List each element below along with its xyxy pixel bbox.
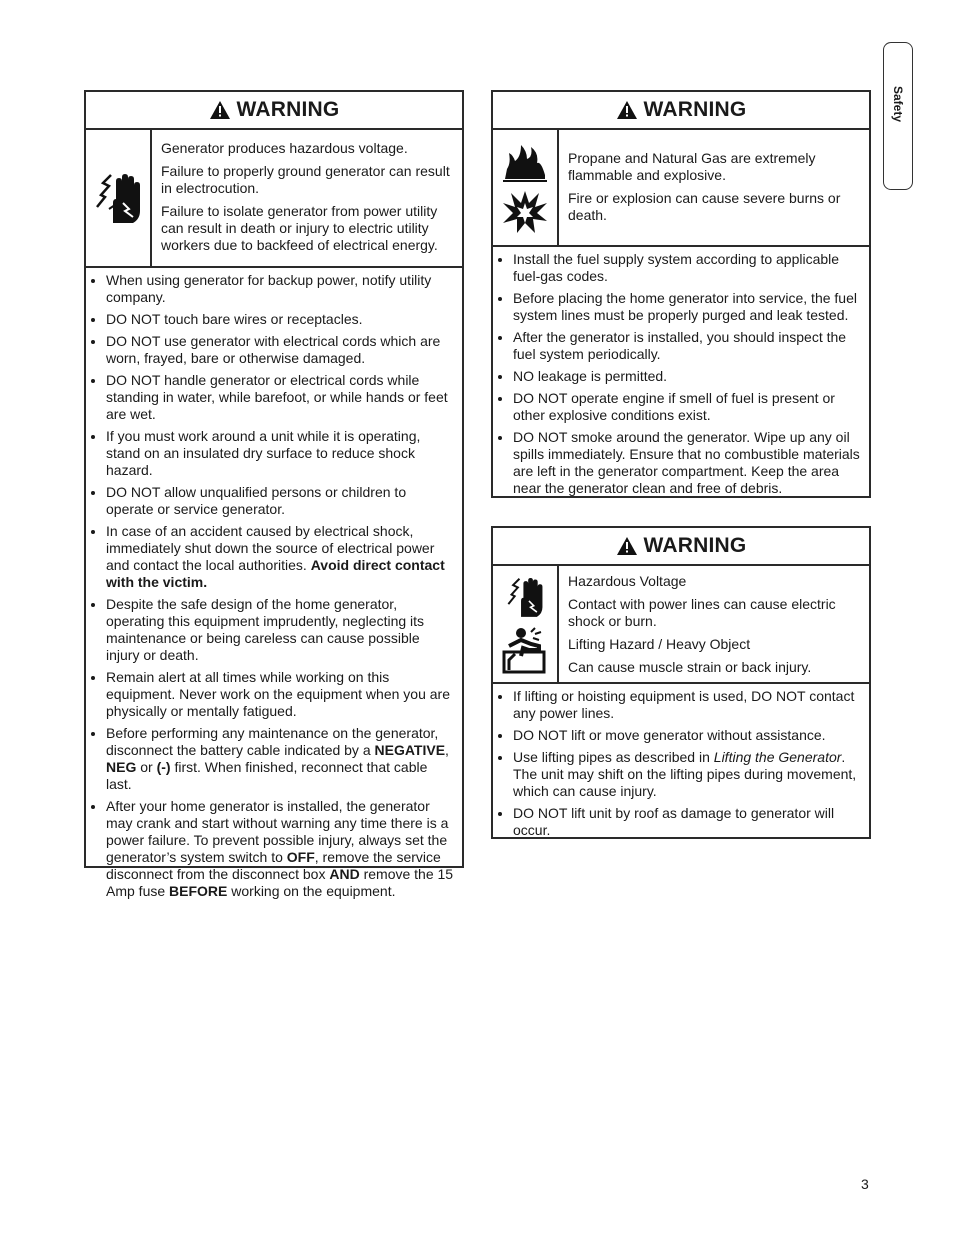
section-tab-safety — [883, 42, 913, 190]
hazard-description — [559, 566, 869, 682]
hazard-line: Hazardous Voltage — [568, 573, 687, 589]
warning-header — [493, 92, 869, 130]
list-item-text: , — [445, 742, 449, 758]
list-item: • DO NOT lift or move generator without assistance. — [513, 727, 863, 744]
list-item-text: , remove the service disconnect from the disconnect box — [106, 849, 441, 882]
list-item: • DO NOT use generator with electrical cords which are worn, frayed, bare or otherwise damaged. — [106, 333, 456, 367]
warning-instructions-list — [86, 268, 462, 904]
list-item — [106, 725, 456, 793]
warning-header — [86, 92, 462, 130]
list-item: • If you must work around a unit while it is operating, stand on an insulated dry surface to reduce shock hazard. — [106, 428, 456, 479]
list-item-emphasis: BEFORE — [169, 883, 228, 899]
warning-instructions-list — [493, 684, 869, 843]
list-item-text: After your home generator is installed, the generator may crank and start without warning any time there is a power failure. To prevent possible injury, always set the generator’s system switch to — [106, 798, 449, 865]
page-number: 3 — [861, 1176, 869, 1192]
list-item: • DO NOT operate engine if smell of fuel is present or other explosive conditions exist. — [513, 390, 863, 424]
warning-title: WARNING — [643, 98, 747, 121]
hazard-icon-cell — [86, 130, 152, 266]
list-item-emphasis: OFF — [286, 849, 315, 865]
list-item: • DO NOT touch bare wires or receptacles. — [106, 311, 456, 328]
warning-instructions-list — [493, 247, 869, 501]
list-item — [106, 798, 456, 900]
electrical-shock-hand-icon — [505, 574, 545, 620]
list-item-text: first. When finished, reconnect that cable last. — [106, 759, 428, 792]
list-item-emphasis: NEGATIVE — [374, 742, 446, 758]
list-item-emphasis: (-) — [156, 759, 171, 775]
warning-box-fuel — [491, 90, 871, 498]
list-item: • DO NOT smoke around the generator. Wipe up any oil spills immediately. Ensure that no combustible materials are left in the generator compartment. Keep the area near the generator clean and free of debris. — [513, 429, 863, 497]
hazard-icon-cell — [493, 566, 559, 682]
list-item-text: or — [136, 759, 157, 775]
list-item: • Despite the safe design of the home generator, operating this equipment imprudently, neglecting its maintenance or being careless can cause possible injury or death. — [106, 596, 456, 664]
warning-triangle-icon — [209, 100, 231, 120]
hazard-line: Generator produces hazardous voltage. — [161, 140, 408, 156]
list-item — [106, 523, 456, 591]
explosion-icon — [501, 189, 549, 235]
warning-header — [493, 528, 869, 566]
list-item: • DO NOT handle generator or electrical cords while standing in water, while barefoot, or while hands or feet are wet. — [106, 372, 456, 423]
list-item-text: working on the equipment. — [227, 883, 396, 899]
list-item-emphasis: AND — [329, 866, 360, 882]
hazard-icon-cell — [493, 130, 559, 245]
warning-box-electrical — [84, 90, 464, 899]
list-item: • NO leakage is permitted. — [513, 368, 863, 385]
list-item: • When using generator for backup power, notify utility company. — [106, 272, 456, 306]
list-item-text: Use lifting pipes as described in — [513, 749, 714, 765]
list-item — [513, 749, 863, 800]
list-item: • If lifting or hoisting equipment is used, DO NOT contact any power lines. — [513, 688, 863, 722]
list-item-text: Before performing any maintenance on the generator, disconnect the battery cable indicated by a — [106, 725, 439, 758]
heavy-lifting-icon — [501, 626, 549, 674]
list-item: • Install the fuel supply system according to applicable fuel-gas codes. — [513, 251, 863, 285]
hazard-description — [559, 130, 869, 245]
list-item: • DO NOT lift unit by roof as damage to generator will occur. — [513, 805, 863, 839]
list-item-text: In case of an accident caused by electrical shock, immediately shut down the source of electrical power and contact the local authorities. — [106, 523, 435, 573]
list-item-reference: Lifting the Generator — [713, 749, 842, 765]
hazard-line: Lifting Hazard / Heavy Object — [568, 636, 751, 652]
fire-icon — [501, 141, 549, 183]
hazard-line: Fire or explosion can cause severe burns or death. — [568, 190, 841, 223]
electrical-shock-hand-icon — [93, 169, 143, 227]
hazard-line: Contact with power lines can cause electric shock or burn. — [568, 596, 836, 629]
warning-hazard-row — [493, 130, 869, 247]
warning-triangle-icon — [616, 536, 638, 556]
list-item: • DO NOT allow unqualified persons or children to operate or service generator. — [106, 484, 456, 518]
warning-title: WARNING — [643, 534, 747, 557]
list-item: • Before placing the home generator into service, the fuel system lines must be properly purged and leak tested. — [513, 290, 863, 324]
list-item: • Remain alert at all times while working on this equipment. Never work on the equipment when you are physically or mentally fatigued. — [106, 669, 456, 720]
hazard-line: Failure to isolate generator from power utility can result in death or injury to electric utility workers due to backfeed of electrical energy. — [161, 203, 438, 253]
section-tab-label: Safety — [891, 85, 905, 123]
warning-triangle-icon — [616, 100, 638, 120]
list-item-text: remove the 15 Amp fuse — [106, 866, 454, 899]
warning-hazard-row — [86, 130, 462, 268]
warning-title: WARNING — [236, 98, 340, 121]
list-item-emphasis: NEG — [106, 759, 137, 775]
hazard-line: Propane and Natural Gas are extremely flammable and explosive. — [568, 150, 816, 183]
list-item-text: . The unit may shift on the lifting pipes during movement, which can cause injury. — [513, 749, 857, 799]
warning-hazard-row — [493, 566, 869, 684]
list-item: • After the generator is installed, you should inspect the fuel system periodically. — [513, 329, 863, 363]
hazard-description — [152, 130, 462, 266]
warning-box-lifting — [491, 526, 871, 839]
hazard-line: Failure to properly ground generator can result in electrocution. — [161, 163, 450, 196]
list-item-emphasis: Avoid direct contact with the victim. — [106, 557, 445, 590]
hazard-line: Can cause muscle strain or back injury. — [568, 659, 812, 675]
